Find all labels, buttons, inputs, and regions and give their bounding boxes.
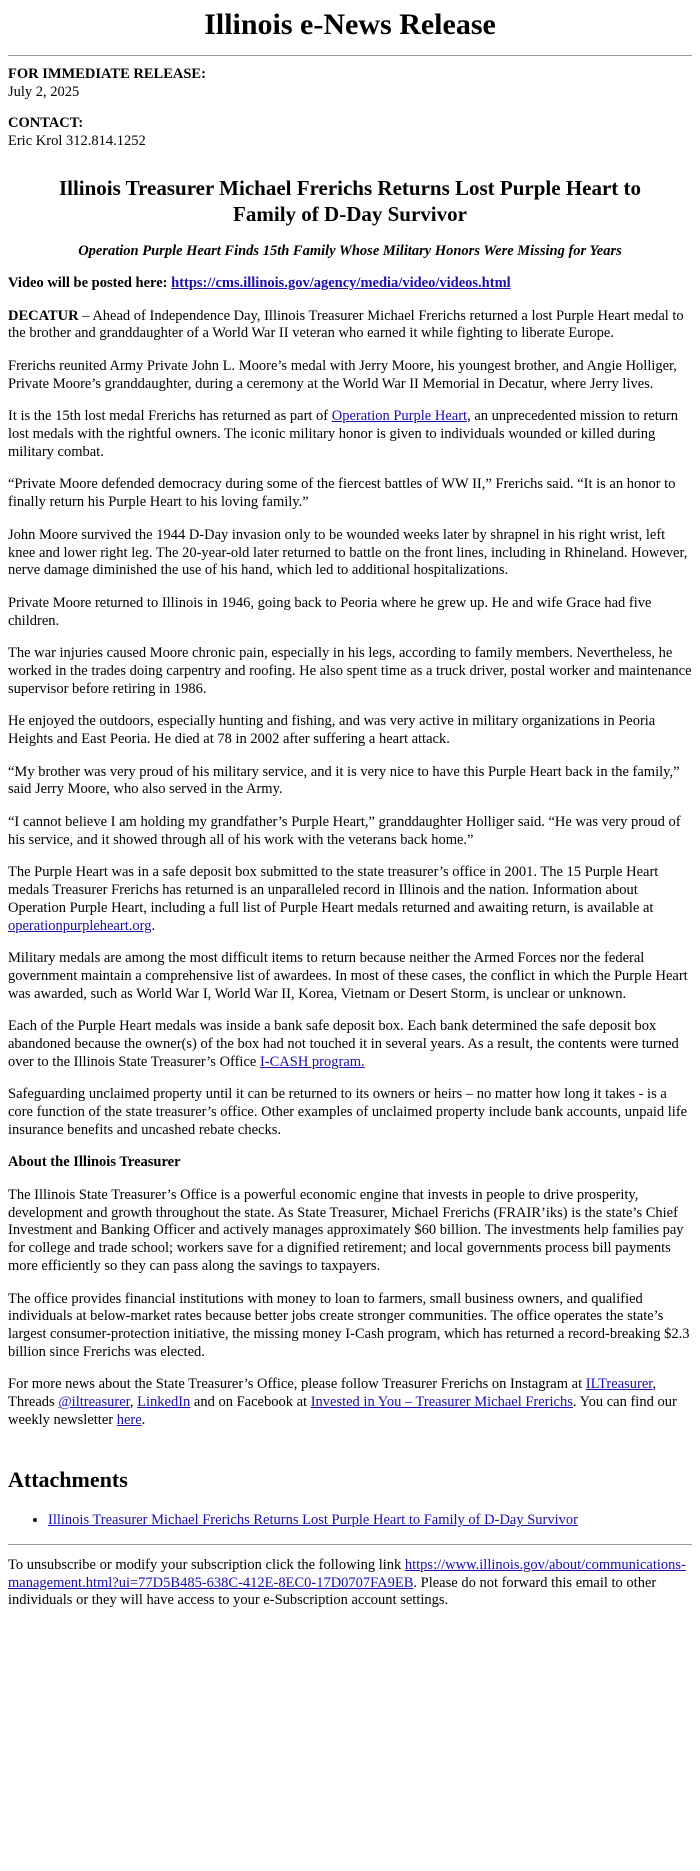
unsubscribe-text (8, 1557, 692, 1610)
dateline: DECATUR (8, 307, 79, 324)
about-heading: About the Illinois Treasurer (8, 1154, 181, 1171)
masthead-title: Illinois e-News Release (204, 8, 496, 41)
video-label: Video will be posted here: (8, 274, 168, 291)
body-text: For more news about the State Treasurer’s Office, please follow Treasurer Frerichs on Instagram at (8, 1376, 586, 1393)
about-paragraph-1: The Illinois State Treasurer’s Office is a powerful economic engine that invests in people to drive prosperity, development and growth throughout the state. As State Treasurer, Michael Frerichs (FRAIR’iks) is the state’s Chief Investment and Banking Officer and actively manages approximately $60 billion. The investments help families pay for college and trade school; workers save for a dignified retirement; and local governments process bill payments more efficiently so they can pass along the savings to taxpayers. (8, 1187, 684, 1274)
footer-text: To unsubscribe or modify your subscription click the following link (8, 1556, 405, 1573)
body-text: , an unprecedented mission to return lost medals with the rightful owners. The iconic military honor is given to individuals wounded or killed during military combat. (8, 408, 679, 460)
body-text: . (151, 917, 156, 934)
body-paragraph-13 (8, 1018, 692, 1071)
threads-link[interactable]: @iltreasurer (58, 1393, 130, 1410)
body-text: , Threads (8, 1376, 657, 1410)
headline: Illinois Treasurer Michael Frerichs Returns Lost Purple Heart to Family of D-Day Survivor (58, 175, 642, 226)
attachments-heading: Attachments (8, 1467, 128, 1493)
contact-label: CONTACT: (8, 115, 84, 132)
video-link[interactable]: https://cms.illinois.gov/agency/media/video/videos.html (171, 274, 511, 291)
newsletter-link[interactable]: here (116, 1411, 142, 1428)
body-paragraph-6: Private Moore returned to Illinois in 1946, going back to Peoria where he grew up. He and wife Grace had five children. (8, 594, 652, 629)
email-page (0, 8, 700, 1618)
body-text: . (141, 1411, 146, 1428)
body-paragraph-10: “I cannot believe I am holding my grandfather’s Purple Heart,” granddaughter Holliger said. “He was very proud of his service, and it showed through all of his work with the veterans back home.” (8, 814, 681, 848)
list-item (48, 1512, 692, 1530)
body-paragraph-3 (8, 408, 692, 461)
body-text: , (129, 1393, 138, 1410)
release-label: FOR IMMEDIATE RELEASE: (8, 66, 206, 82)
body-text: Each of the Purple Heart medals was inside a bank safe deposit box. Each bank determined the safe deposit box abandoned because the owner(s) of the box had not touched it in several years. As a result, the contents were turned over to the Illinois State Treasurer’s Office (8, 1018, 679, 1070)
body-paragraph-11 (8, 864, 692, 935)
contact-value: Eric Krol 312.814.1252 (8, 133, 146, 150)
facebook-link[interactable]: Invested in You – Treasurer Michael Frerichs (310, 1393, 573, 1410)
attachments-list (8, 1512, 692, 1530)
body-text: and on Facebook at (190, 1393, 311, 1410)
body-paragraph-8: He enjoyed the outdoors, especially hunting and fishing, and was very active in military organizations in Peoria Heights and East Peoria. He died at 78 in 2002 after suffering a heart attack. (8, 713, 656, 747)
linkedin-link[interactable]: LinkedIn (137, 1393, 191, 1410)
body-paragraph-12: Military medals are among the most difficult items to return because neither the Armed Forces nor the federal government maintain a comprehensive list of awardees. In most of these cases, the conflict in which the Purple Heart was awarded, such as World War I, World War II, Korea, Vietnam or Desert Storm, is unclear or unknown. (8, 950, 688, 1002)
body-text: It is the 15th lost medal Frerichs has returned as part of (8, 408, 332, 425)
body-paragraph-9: “My brother was very proud of his military service, and it is very nice to have this Purple Heart back in the family,” said Jerry Moore, who also served in the Army. (8, 763, 680, 798)
video-line (8, 275, 692, 293)
subhead: Operation Purple Heart Finds 15th Family Whose Military Honors Were Missing for Years (78, 243, 622, 260)
operation-purple-heart-link[interactable]: Operation Purple Heart (331, 408, 468, 425)
about-paragraph-3 (8, 1376, 692, 1429)
footer-text: . Please do not forward this email to other individuals or they will have access to your e-Subscription account settings. (8, 1574, 657, 1609)
body-text: The Purple Heart was in a safe deposit box submitted to the state treasurer’s office in 2001. The 15 Purple Heart medals Treasurer Frerichs has returned is an unparalleled record in Illinois and the nation. Information about Operation Purple Heart, including a full list of Purple Heart medals returned and awaiting return, is available at (8, 864, 659, 916)
release-date: July 2, 2025 (8, 83, 80, 100)
body-text: . You can find our weekly newsletter (8, 1393, 677, 1428)
contact-block (8, 115, 692, 150)
attachment-link[interactable]: Illinois Treasurer Michael Frerichs Returns Lost Purple Heart to Family of D-Day Survivor (48, 1512, 578, 1529)
body-paragraph-7: The war injuries caused Moore chronic pain, especially in his legs, according to family members. Nevertheless, he worked in the trades doing carpentry and roofing. He also spent time as a truck driver, postal worker and maintenance supervisor before retiring in 1986. (8, 645, 692, 697)
divider (8, 55, 692, 56)
body-paragraph-5: John Moore survived the 1944 D-Day invasion only to be wounded weeks later by shrapnel in his right wrist, left knee and lower right leg. The 20-year-old later returned to battle on the front lines, including in Rhineland. However, nerve damage diminished the use of his hand, which led to additional hospitalizations. (8, 526, 688, 579)
icash-program-link[interactable]: I-CASH program. (259, 1053, 365, 1070)
body-paragraph-2: Frerichs reunited Army Private John L. Moore’s medal with Jerry Moore, his youngest brother, and Angie Holliger, Private Moore’s granddaughter, during a ceremony at the World War II Memorial in Decatur, where Jerry lives. (8, 358, 677, 392)
footer (8, 1545, 692, 1610)
instagram-link[interactable]: ILTreasurer (585, 1376, 653, 1393)
body-paragraph-14: Safeguarding unclaimed property until it can be returned to its owners or heirs – no matter how long it takes - is a core function of the state treasurer’s office. Other examples of unclaimed property include bank accounts, unpaid life insurance benefits and uncashed rebate checks. (8, 1086, 688, 1138)
unsubscribe-link[interactable]: https://www.illinois.gov/about/communications-management.html?ui=77D5B485-638C-412E-8EC0-17D0707FA9EB (8, 1556, 686, 1591)
release-date-block (8, 66, 692, 101)
release-meta (8, 66, 692, 151)
body-paragraph-4: “Private Moore defended democracy during some of the fiercest battles of WW II,” Frerichs said. “It is an honor to finally return his Purple Heart to his loving family.” (8, 476, 676, 511)
operationpurpleheart-link[interactable]: operationpurpleheart.org (8, 917, 152, 934)
body-paragraph-1 (8, 308, 692, 343)
about-paragraph-2: The office provides financial institutions with money to loan to farmers, small business owners, and qualified individuals at below-market rates because better jobs create stronger communities. The office operates the state’s largest consumer-protection initiative, the missing money I-Cash program, which has returned a record-breaking $2.3 billion since Frerichs was elected. (8, 1290, 690, 1360)
body-text: – Ahead of Independence Day, Illinois Treasurer Michael Frerichs returned a lost Purple Heart medal to the brother and granddaughter of a World War II veteran who earned it while fighting to liberate Europe. (8, 307, 684, 342)
